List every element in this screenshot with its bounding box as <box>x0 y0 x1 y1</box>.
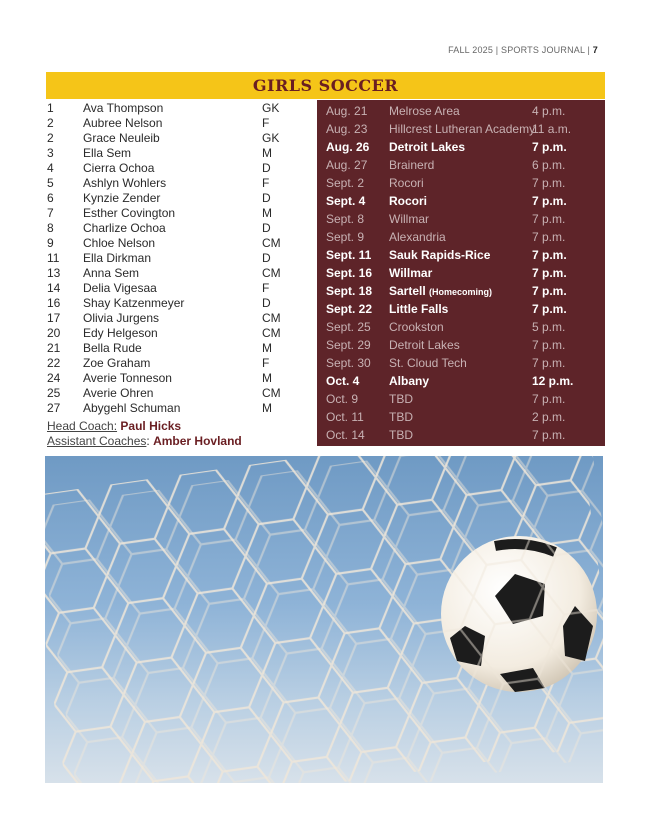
opponent-name: Crookston <box>389 320 444 334</box>
player-position: M <box>262 146 272 160</box>
opponent-name: Willmar <box>389 212 429 226</box>
game-opponent <box>389 138 465 156</box>
game-opponent <box>389 102 460 120</box>
soccer-ball-in-net-image <box>45 456 603 783</box>
page-header <box>448 45 598 55</box>
head-coach-line <box>47 419 315 434</box>
game-time: 4 p.m. <box>532 104 566 118</box>
game-opponent <box>389 156 434 174</box>
roster-row <box>47 116 315 131</box>
roster-row <box>47 356 315 371</box>
game-time: 2 p.m. <box>532 410 566 424</box>
player-number: 11 <box>47 251 60 265</box>
game-opponent <box>389 408 413 426</box>
game-note: (Homecoming) <box>429 287 493 297</box>
game-time: 7 p.m. <box>532 356 566 370</box>
schedule-table <box>317 100 605 446</box>
game-date: Oct. 4 <box>326 374 360 388</box>
player-name: Olivia Jurgens <box>83 311 160 325</box>
assistant-coach-label: Assistant Coaches <box>47 434 147 448</box>
player-name: Kynzie Zender <box>83 191 161 205</box>
game-date: Sept. 11 <box>326 248 372 262</box>
opponent-name: TBD <box>389 428 413 442</box>
game-opponent <box>389 390 413 408</box>
player-name: Delia Vigesaa <box>83 281 157 295</box>
game-time: 12 p.m. <box>532 374 574 388</box>
roster-row <box>47 371 315 386</box>
player-name: Esther Covington <box>83 206 176 220</box>
game-opponent <box>389 228 446 246</box>
page-title: GIRLS SOCCER <box>252 76 399 95</box>
opponent-name: Rocori <box>389 176 424 190</box>
roster-row <box>47 341 315 356</box>
schedule-row <box>317 354 605 372</box>
schedule-row <box>317 426 605 444</box>
player-name: Ella Dirkman <box>83 251 152 265</box>
assistant-coach-line <box>47 434 315 449</box>
player-position: D <box>262 191 271 205</box>
page-number: 7 <box>592 45 598 55</box>
game-date: Sept. 8 <box>326 212 365 226</box>
game-date: Sept. 16 <box>326 266 373 280</box>
player-number: 1 <box>47 101 54 115</box>
player-position: M <box>262 371 272 385</box>
player-position: D <box>262 296 271 310</box>
opponent-name: Albany <box>389 374 430 388</box>
player-position: CM <box>262 266 281 280</box>
schedule-row <box>317 282 605 300</box>
player-number: 5 <box>47 176 54 190</box>
assistant-coach-separator: : <box>146 434 150 448</box>
game-opponent <box>389 192 427 210</box>
roster-list <box>47 101 315 449</box>
schedule-row <box>317 102 605 120</box>
player-name: Ava Thompson <box>83 101 164 115</box>
opponent-name: TBD <box>389 410 413 424</box>
game-date: Aug. 27 <box>326 158 368 172</box>
player-position: F <box>262 176 270 190</box>
roster-row <box>47 176 315 191</box>
game-date: Aug. 23 <box>326 122 368 136</box>
player-position: CM <box>262 311 281 325</box>
roster-row <box>47 266 315 281</box>
player-position: D <box>262 221 271 235</box>
player-name: Zoe Graham <box>83 356 151 370</box>
opponent-name: Detroit Lakes <box>389 140 466 154</box>
player-name: Ashlyn Wohlers <box>83 176 167 190</box>
player-number: 6 <box>47 191 54 205</box>
roster-row <box>47 146 315 161</box>
game-opponent <box>389 210 429 228</box>
schedule-row <box>317 390 605 408</box>
game-date: Sept. 18 <box>326 284 373 298</box>
schedule-row <box>317 228 605 246</box>
assistant-coach-name: Amber Hovland <box>153 434 242 448</box>
schedule-row <box>317 192 605 210</box>
player-number: 9 <box>47 236 54 250</box>
schedule-row <box>317 318 605 336</box>
roster-row <box>47 296 315 311</box>
game-time: 7 p.m. <box>532 338 566 352</box>
player-number: 7 <box>47 206 54 220</box>
player-name: Abygehl Schuman <box>83 401 181 415</box>
player-position: F <box>262 281 270 295</box>
player-position: CM <box>262 386 281 400</box>
game-opponent <box>389 246 490 264</box>
player-name: Grace Neuleib <box>83 131 160 145</box>
schedule-row <box>317 336 605 354</box>
player-position: M <box>262 341 272 355</box>
game-opponent <box>389 300 448 318</box>
game-time: 7 p.m. <box>532 140 567 154</box>
game-date: Sept. 25 <box>326 320 371 334</box>
game-date: Sept. 22 <box>326 302 373 316</box>
game-date: Sept. 2 <box>326 176 365 190</box>
game-date: Oct. 11 <box>326 410 364 424</box>
soccer-net-photo <box>45 456 603 783</box>
game-time: 7 p.m. <box>532 284 567 298</box>
header-text: FALL 2025 | SPORTS JOURNAL | <box>448 45 591 55</box>
game-opponent <box>389 264 432 282</box>
game-date: Aug. 21 <box>326 104 368 118</box>
game-time: 11 a.m. <box>532 122 572 136</box>
game-time: 7 p.m. <box>532 230 566 244</box>
roster-row <box>47 251 315 266</box>
opponent-name: Alexandria <box>389 230 446 244</box>
opponent-name: Willmar <box>389 266 433 280</box>
game-time: 7 p.m. <box>532 176 566 190</box>
opponent-name: TBD <box>389 392 413 406</box>
opponent-name: St. Cloud Tech <box>389 356 467 370</box>
player-name: Edy Helgeson <box>83 326 158 340</box>
player-name: Averie Tonneson <box>83 371 172 385</box>
player-number: 27 <box>47 401 61 415</box>
roster-row <box>47 101 315 116</box>
opponent-name: Melrose Area <box>389 104 460 118</box>
game-date: Aug. 26 <box>326 140 370 154</box>
head-coach-name: Paul Hicks <box>120 419 182 433</box>
game-opponent <box>389 336 460 354</box>
player-number: 17 <box>47 311 61 325</box>
schedule-row <box>317 174 605 192</box>
schedule-row <box>317 372 605 390</box>
game-time: 6 p.m. <box>532 158 566 172</box>
player-position: M <box>262 401 272 415</box>
roster-row <box>47 206 315 221</box>
roster-row <box>47 326 315 341</box>
player-position: D <box>262 161 271 175</box>
player-name: Cierra Ochoa <box>83 161 155 175</box>
player-name: Anna Sem <box>83 266 140 280</box>
player-name: Aubree Nelson <box>83 116 163 130</box>
game-opponent <box>389 372 429 390</box>
title-banner <box>46 72 605 99</box>
schedule-row <box>317 264 605 282</box>
player-name: Averie Ohren <box>83 386 154 400</box>
game-date: Sept. 30 <box>326 356 371 370</box>
player-number: 2 <box>47 131 54 145</box>
game-opponent <box>389 120 535 138</box>
game-time: 7 p.m. <box>532 302 567 316</box>
schedule-row <box>317 120 605 138</box>
roster-row <box>47 386 315 401</box>
player-name: Chloe Nelson <box>83 236 156 250</box>
player-number: 8 <box>47 221 54 235</box>
game-opponent <box>389 174 424 192</box>
game-time: 5 p.m. <box>532 320 566 334</box>
opponent-name: Little Falls <box>389 302 449 316</box>
roster-row <box>47 236 315 251</box>
player-number: 25 <box>47 386 61 400</box>
player-number: 24 <box>47 371 61 385</box>
head-coach-label: Head Coach: <box>47 419 118 433</box>
schedule-row <box>317 300 605 318</box>
player-number: 2 <box>47 116 54 130</box>
roster-row <box>47 131 315 146</box>
game-opponent <box>389 282 492 301</box>
game-date: Oct. 14 <box>326 428 365 442</box>
roster-row <box>47 221 315 236</box>
roster-row <box>47 161 315 176</box>
player-position: F <box>262 116 270 130</box>
player-number: 20 <box>47 326 61 340</box>
player-position: M <box>262 206 272 220</box>
game-opponent <box>389 426 413 444</box>
player-position: GK <box>262 101 280 115</box>
player-name: Ella Sem <box>83 146 132 160</box>
game-date: Oct. 9 <box>326 392 359 406</box>
player-name: Charlize Ochoa <box>83 221 166 235</box>
player-number: 22 <box>47 356 61 370</box>
player-position: F <box>262 356 270 370</box>
game-opponent <box>389 318 444 336</box>
roster-row <box>47 401 315 416</box>
opponent-name: Detroit Lakes <box>389 338 460 352</box>
game-time: 7 p.m. <box>532 392 566 406</box>
roster-row <box>47 191 315 206</box>
game-date: Sept. 29 <box>326 338 371 352</box>
roster-row <box>47 281 315 296</box>
game-time: 7 p.m. <box>532 194 567 208</box>
player-position: CM <box>262 326 281 340</box>
player-number: 14 <box>47 281 61 295</box>
game-time: 7 p.m. <box>532 248 567 262</box>
opponent-name: Rocori <box>389 194 428 208</box>
opponent-name: Hillcrest Lutheran Academy <box>389 122 536 136</box>
schedule-row <box>317 408 605 426</box>
player-position: D <box>262 251 271 265</box>
player-name: Shay Katzenmeyer <box>83 296 185 310</box>
player-position: CM <box>262 236 281 250</box>
player-name: Bella Rude <box>83 341 142 355</box>
player-number: 16 <box>47 296 61 310</box>
player-number: 3 <box>47 146 54 160</box>
game-time: 7 p.m. <box>532 428 566 442</box>
schedule-row <box>317 210 605 228</box>
opponent-name: Brainerd <box>389 158 435 172</box>
player-number: 4 <box>47 161 54 175</box>
schedule-row <box>317 156 605 174</box>
game-time: 7 p.m. <box>532 266 567 280</box>
player-number: 13 <box>47 266 61 280</box>
roster-row <box>47 311 315 326</box>
player-position: GK <box>262 131 280 145</box>
schedule-row <box>317 246 605 264</box>
opponent-name: Sartell <box>389 284 426 298</box>
game-time: 7 p.m. <box>532 212 566 226</box>
game-opponent <box>389 354 467 372</box>
game-date: Sept. 4 <box>326 194 366 208</box>
schedule-row <box>317 138 605 156</box>
opponent-name: Sauk Rapids-Rice <box>389 248 491 262</box>
game-date: Sept. 9 <box>326 230 365 244</box>
player-number: 21 <box>47 341 61 355</box>
